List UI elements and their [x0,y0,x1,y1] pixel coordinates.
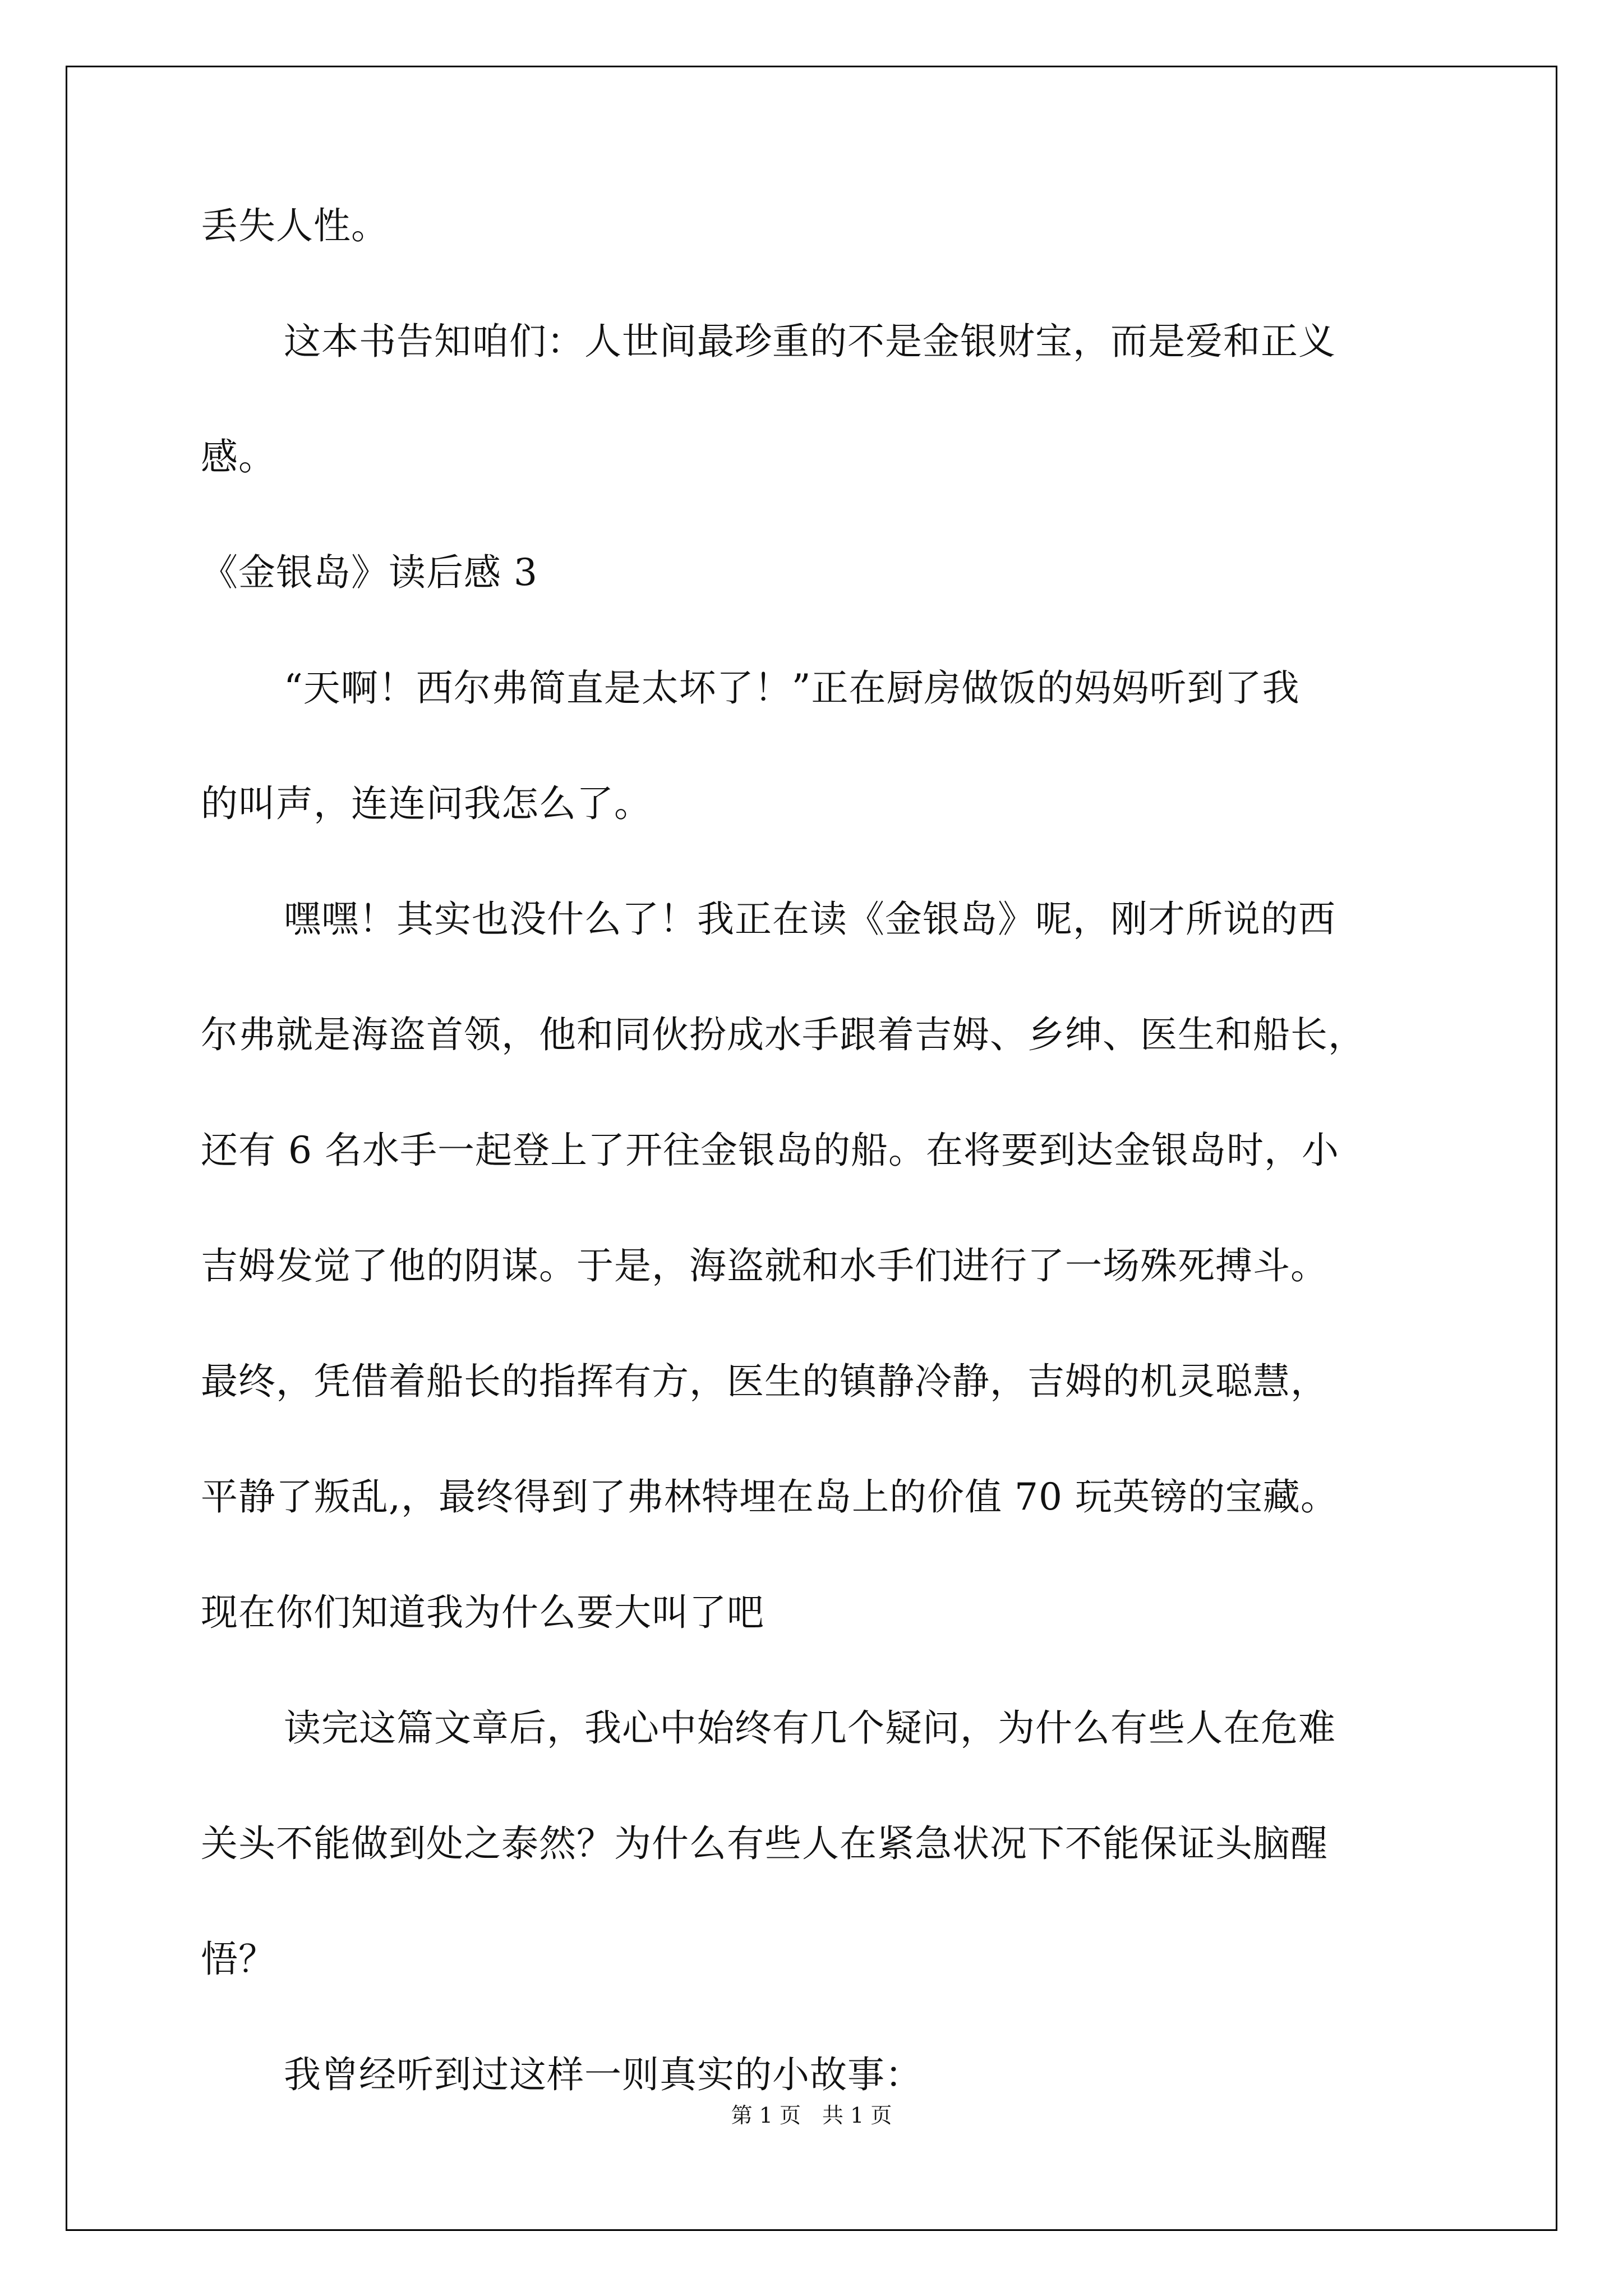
text-line: 吉姆发觉了他的阴谋。于是，海盗就和水手们进行了一场殊死搏斗。 [201,1244,1328,1287]
paragraph-first-line: 读完这篇文章后，我心中始终有几个疑问，为什么有些人在危难 [284,1706,1336,1750]
text-line: 平静了叛乱,，最终得到了弗林特埋在岛上的价值 70 玩英镑的宝藏。 [201,1475,1338,1519]
text-line: 悟？ [201,1938,276,1981]
text-line: 丢失人性。 [201,204,389,247]
text-line: 感。 [201,435,276,478]
paragraph-first-line: 这本书告知咱们：人世间最珍重的不是金银财宝，而是爱和正义 [284,320,1336,363]
section-heading: 《金银岛》读后感 3 [201,551,538,594]
text-line: 的叫声，连连问我怎么了。 [201,782,652,825]
text-line: 关头不能做到处之泰然？为什么有些人在紧急状况下不能保证头脑醒 [201,1822,1328,1865]
text-line: 现在你们知道我为什么要大叫了吧 [201,1591,764,1634]
paragraph-first-line: 嘿嘿！其实也没什么了！我正在读《金银岛》呢，刚才所说的西 [284,898,1336,941]
paragraph-first-line: “天啊！西尔弗简直是太坏了！”正在厨房做饭的妈妈听到了我 [284,666,1300,710]
text-line: 最终，凭借着船长的指挥有方，医生的镇静冷静，吉姆的机灵聪慧， [201,1360,1328,1403]
page-footer: 第 1 页 共 1 页 [731,2103,892,2128]
text-line: 还有 6 名水手一起登上了开往金银岛的船。在将要到达金银岛时，小 [201,1129,1339,1172]
text-line: 尔弗就是海盗首领，他和同伙扮成水手跟着吉姆、乡绅、医生和船长， [201,1013,1366,1056]
paragraph-first-line: 我曾经听到过这样一则真实的小故事： [284,2053,923,2096]
